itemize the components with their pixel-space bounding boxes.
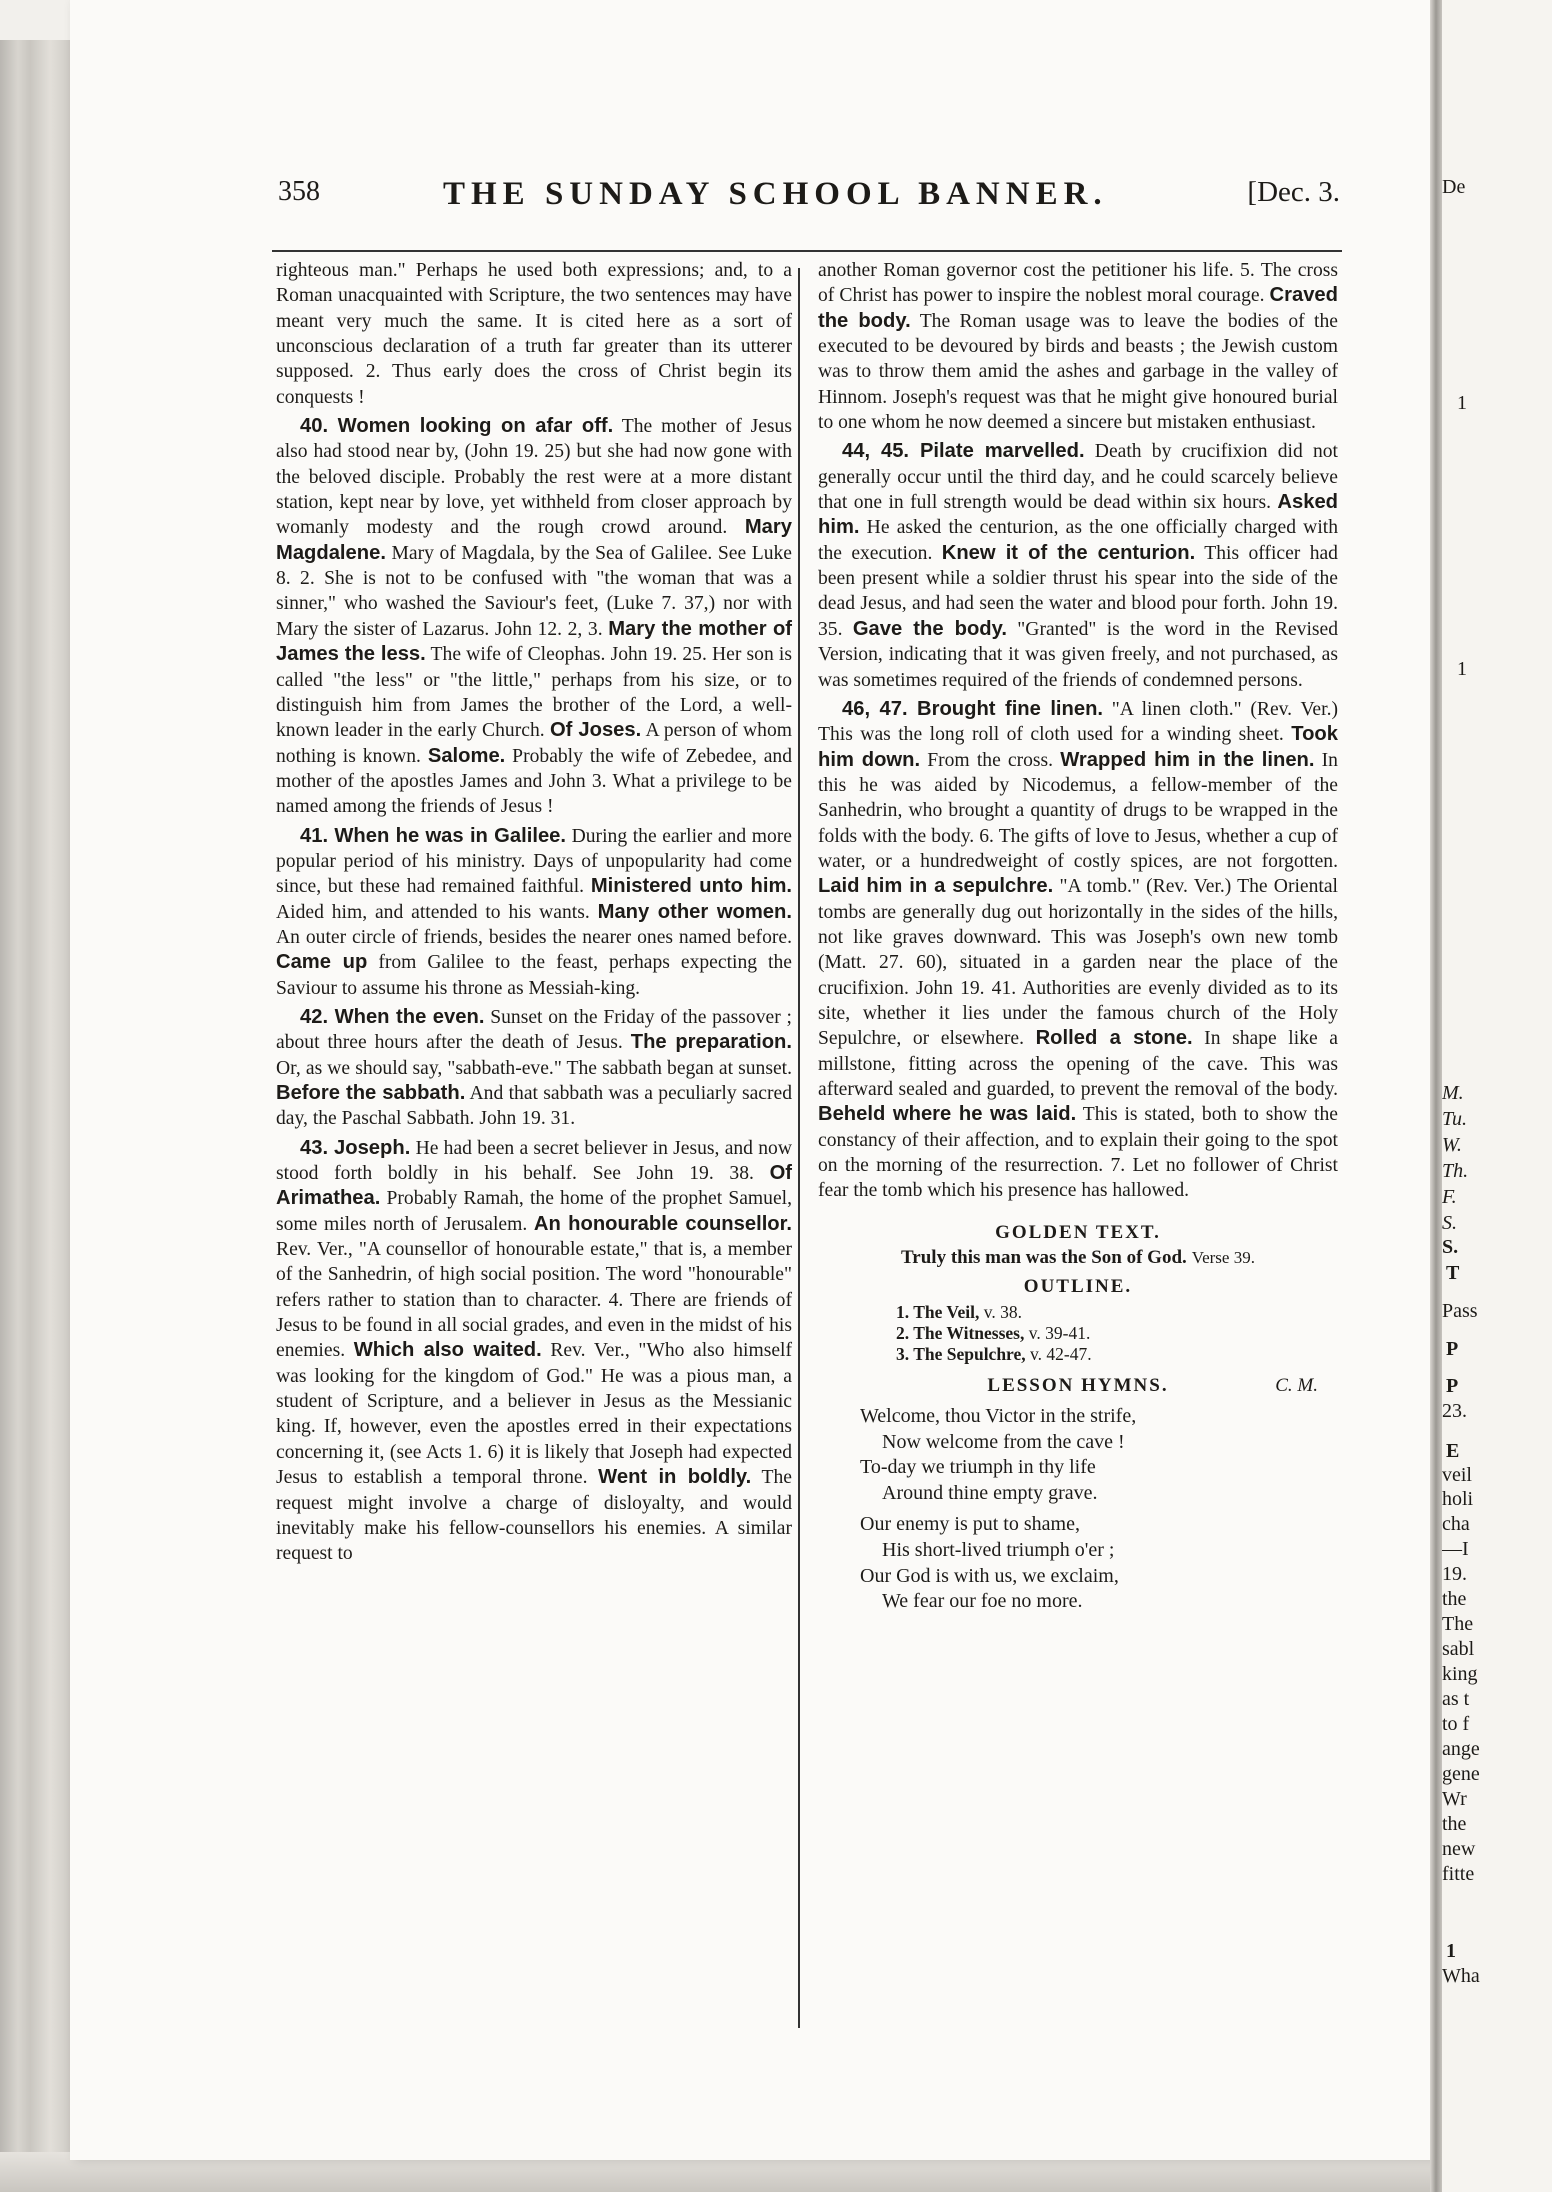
body-text: He had been a secret believer in Jesus, and now stood forth boldly in his behalf. See John 19. 38. (276, 1137, 792, 1185)
facing-page-text: Th. (1442, 1160, 1469, 1182)
body-text: The request might involve a charge of disloyalty, and would inevitably make his fellow-counsellors his enemies. A similar request to (276, 1467, 792, 1565)
facing-page-text: new (1442, 1838, 1476, 1860)
facing-page-text: as t (1442, 1688, 1470, 1710)
right-column-text (818, 258, 1338, 1204)
keyword-phrase: An honourable counsellor. (533, 1212, 792, 1235)
page-number: 358 (278, 176, 320, 207)
hymn-line: His short-lived triumph o'er ; (882, 1539, 1115, 1562)
body-text: Mary of Magdala, by the Sea of Galilee. See Luke 8. 2. She is not to be confused with "the woman that was a sinner," who washed the Saviour's feet, (Luke 7. 37,) nor with Mary the sister of Lazarus. John 12. 2, 3. (276, 542, 792, 640)
body-text: During the earlier and more popular period of his ministry. Days of unpopularity had come since, but these had remained faithful. (276, 825, 793, 898)
facing-page-text: 1 (1457, 658, 1467, 680)
facing-page-text: The (1442, 1613, 1474, 1635)
body-text: Sunset on the Friday of the passover ; about three hours after the death of Jesus. (276, 1006, 792, 1054)
facing-page-text: Tu. (1442, 1108, 1468, 1130)
keyword-phrase: Before the sabbath. (276, 1082, 466, 1104)
page-edges-left (0, 40, 70, 2190)
body-text: "A linen cloth." (Rev. Ver.) This was the long roll of cloth used for a winding sheet. (818, 698, 1338, 746)
body-text: And that sabbath was a peculiarly sacred day, the Paschal Sabbath. John 19. 31. (276, 1083, 792, 1130)
paragraph (276, 258, 792, 410)
facing-page-text: king (1442, 1663, 1478, 1685)
facing-page-text: Wr (1442, 1788, 1467, 1810)
body-text: This officer had been present while a soldier thrust his spear into the side of the dead Jesus, and had seen the water and blood pour forth. John 19. 35. (818, 542, 1338, 640)
keyword-phrase: 43. Joseph. (300, 1136, 411, 1159)
keyword-phrase: Many other women. (597, 900, 792, 923)
body-text: "Granted" is the word in the Revised Version, indicating that it was given freely, and not purchased, as was sometimes required of the friends of condemned persons. (818, 618, 1339, 691)
facing-page-text: P (1446, 1338, 1459, 1360)
facing-page-text: gene (1442, 1763, 1480, 1785)
keyword-phrase: Which also waited. (353, 1339, 542, 1362)
facing-page-fragment (1442, 0, 1552, 2192)
hymn-stanza (860, 1404, 1338, 1506)
keyword-phrase: Gave the body. (852, 617, 1007, 640)
facing-page-text: the (1442, 1588, 1467, 1610)
keyword-phrase: Asked him. (818, 491, 1338, 539)
facing-page-text: holi (1442, 1488, 1474, 1510)
keyword-phrase: Laid him in a sepulchre. (818, 875, 1054, 898)
golden-text-section (818, 1220, 1338, 1271)
publication-title: THE SUNDAY SCHOOL BANNER. (443, 176, 1108, 212)
body-text: The mother of Jesus also had stood near by, (John 19. 25) but she had now gone with the beloved disciple. Probably the rest were at a more distant station, kept near by love, yet withheld from closer approach by womanly modesty and the rough crowd around. (276, 416, 792, 539)
issue-date: [Dec. 3. (1247, 176, 1340, 208)
facing-page-text: De (1442, 176, 1466, 198)
facing-page-text: M. (1442, 1082, 1464, 1104)
header-rule (272, 250, 1342, 252)
facing-page-text: sabl (1442, 1638, 1475, 1660)
outline-reference: v. 42-47. (1030, 1343, 1092, 1364)
body-text: A person of whom nothing is known. (276, 720, 793, 767)
keyword-phrase: Craved the body. (818, 284, 1338, 332)
keyword-phrase: Went in boldly. (598, 1466, 752, 1489)
facing-page-text: Pass (1442, 1300, 1478, 1322)
outline-list (896, 1302, 1338, 1365)
keyword-phrase: 42. When the even. (300, 1005, 485, 1028)
keyword-phrase: 44, 45. Pilate marvelled. (842, 440, 1085, 463)
hymn-stanzas (818, 1404, 1338, 1615)
golden-text-reference: Verse 39. (1191, 1248, 1255, 1268)
keyword-phrase: 40. Women looking on afar off. (300, 415, 614, 438)
body-text: The Roman usage was to leave the bodies of the executed to be devoured by birds and beasts ; the Jewish custom was to throw them amid the ashes and garbage in the valley of Hinnom. Joseph's request was that he might give honoured burial to one whom he now deemed a sincere but mistaken enthusiast. (818, 310, 1338, 434)
facing-page-text: F. (1442, 1186, 1457, 1208)
body-text: from Galilee to the feast, perhaps expecting the Saviour to assume his throne as Messiah-king. (276, 952, 792, 999)
body-text: righteous man." Perhaps he used both expressions; and, to a Roman unacquainted with Scripture, the two sentences may have meant very much the same. It is cited here as a sort of unconscious declaration of a truth far greater than its utterer supposed. 2. Thus early does the cross of Christ begin its conquests ! (276, 260, 792, 408)
outline-number: 2. (896, 1322, 914, 1343)
outline-reference: v. 38. (983, 1301, 1022, 1322)
facing-page-text: 1 (1457, 392, 1467, 414)
body-text: In shape like a millstone, fitting across the opening of the cave. This was afterward sealed and guarded, to prevent the removal of the body. (818, 1028, 1338, 1100)
paragraph (818, 697, 1338, 1204)
body-text: "A tomb." (Rev. Ver.) The Oriental tombs are generally dug out horizontally in the sides of the hills, not like graves downward. This was Joseph's own new tomb (Matt. 27. 60), situated in a garden near the place of the crucifixion. John 19. 41. Authorities are evenly divided as to its site, whether it lies under the famous church of the Holy Sepulchre, or elsewhere. (818, 876, 1338, 1050)
keyword-phrase: Beheld where he was laid. (818, 1103, 1077, 1126)
facing-page-text: P (1446, 1375, 1459, 1397)
outline-title: The Witnesses, (913, 1322, 1029, 1343)
keyword-phrase: Of Arimathea. (276, 1162, 792, 1210)
keyword-phrase: Of Joses. (549, 719, 642, 742)
hymns-title: LESSON HYMNS. (987, 1374, 1169, 1396)
facing-page-text: 19. (1442, 1563, 1467, 1585)
hymn-line: Our enemy is put to shame, (860, 1513, 1080, 1536)
column-divider (798, 268, 800, 2028)
golden-text-line (818, 1245, 1338, 1270)
outline-item (896, 1323, 1338, 1344)
body-text: Or, as we should say, "sabbath-eve." The sabbath began at sunset. (276, 1057, 792, 1079)
paragraph (276, 824, 792, 1001)
keyword-phrase: 41. When he was in Galilee. (300, 824, 567, 847)
facing-page-text: S. (1442, 1236, 1459, 1258)
body-text: This is stated, both to show the constancy of their affection, and to explain their going to the spot on the morning of the resurrection. 7. Let no follower of Christ fear the tomb which his presence has hallowed. (818, 1104, 1338, 1202)
facing-page-text: fitte (1442, 1863, 1475, 1885)
facing-page-text: E (1446, 1440, 1460, 1462)
body-text: Rev. Ver., "Who also himself was looking for the kingdom of God." He was a pious man, a student of Scripture, and a believer in Jesus as the Messianic king. If, however, even the apostles erred in their expectations concerning it, (see Acts 1. 6) it is likely that Joseph had expected Jesus to establish a temporal throne. (276, 1340, 792, 1489)
keyword-phrase: Mary Magdalene. (276, 516, 792, 564)
body-text: another Roman governor cost the petitioner his life. 5. The cross of Christ has power to inspire the noblest moral courage. (818, 260, 1338, 307)
keyword-phrase: Mary the mother of James the less. (276, 617, 792, 666)
outline-item (896, 1344, 1338, 1365)
outline-heading: OUTLINE. (1023, 1276, 1133, 1298)
paragraph (276, 1136, 792, 1567)
facing-page-text: S. (1442, 1212, 1457, 1234)
facing-page-text: cha (1442, 1513, 1470, 1535)
facing-page-text: 23. (1442, 1400, 1467, 1422)
hymns-meter: C. M. (1275, 1374, 1318, 1396)
facing-page-text: 1 (1446, 1940, 1456, 1962)
outline-title: The Sepulchre, (913, 1343, 1031, 1364)
hymn-line: Around thine empty grave. (882, 1481, 1098, 1504)
outline-reference: v. 39-41. (1028, 1322, 1091, 1343)
body-text: The wife of Cleophas. John 19. 25. Her son is called "the less" or "the little," perhaps from his size, or to distinguish him from James the brother of the Lord, a well-known leader in the early Church. (276, 644, 792, 742)
paragraph (276, 1005, 792, 1132)
body-text: Probably Ramah, the home of the prophet Samuel, some miles north of Jerusalem. (276, 1188, 792, 1235)
hymn-line: Our God is with us, we exclaim, (860, 1564, 1119, 1587)
hymn-line: To-day we triumph in thy life (860, 1456, 1096, 1479)
running-header (278, 176, 1340, 222)
hymn-line: Now welcome from the cave ! (882, 1430, 1125, 1453)
hymn-line: Welcome, thou Victor in the strife, (860, 1405, 1137, 1428)
body-text: From the cross. (920, 749, 1061, 771)
facing-page-text: to f (1442, 1713, 1470, 1735)
outline-number: 1. (896, 1301, 914, 1322)
book-gutter (1430, 0, 1442, 2192)
facing-page-text: Wha (1442, 1965, 1480, 1987)
body-text: Rev. Ver., "A counsellor of honourable estate," that is, a member of the Sanhedrin, of high social position. The word "honourable" refers rather to station than to character. 4. There are friends of Jesus to be found in all social grades, and even in the midst of his enemies. (276, 1239, 792, 1362)
hymn-stanza (860, 1512, 1338, 1614)
keyword-phrase: Ministered unto him. (590, 875, 792, 898)
keyword-phrase: Wrapped him in the linen. (1060, 748, 1315, 771)
outline-title: The Veil, (913, 1301, 984, 1322)
facing-page-text: W. (1442, 1134, 1462, 1156)
paragraph (818, 439, 1338, 692)
keyword-phrase: Rolled a stone. (1035, 1027, 1193, 1050)
keyword-phrase: Knew it of the centurion. (941, 541, 1196, 564)
body-text: An outer circle of friends, besides the nearer ones named before. (276, 926, 792, 948)
facing-page-text: ange (1442, 1738, 1480, 1760)
keyword-phrase: Salome. (427, 744, 506, 767)
golden-text: Truly this man was the Son of God. (901, 1247, 1187, 1269)
facing-page-text: the (1442, 1813, 1467, 1835)
body-text: Aided him, and attended to his wants. (276, 901, 598, 923)
outline-number: 3. (896, 1343, 914, 1364)
body-text: Death by crucifixion did not generally occur until the third day, and he could scarcely believe that one in full strength would be dead within six hours. (818, 441, 1338, 514)
golden-text-heading: GOLDEN TEXT. (995, 1221, 1161, 1243)
outline-item (896, 1302, 1338, 1323)
body-text: In this he was aided by Nicodemus, a fellow-member of the Sanhedrin, who brought a quantity of drugs to be wrapped in the folds with the body. 6. The gifts of love to Jesus, whether a cup of water, or a hundredweight of costly spices, are not forgotten. (818, 749, 1338, 872)
hymns-heading (818, 1373, 1338, 1398)
keyword-phrase: Took him down. (818, 723, 1338, 771)
hymn-line: We fear our foe no more. (882, 1590, 1083, 1613)
right-column (818, 258, 1338, 1615)
keyword-phrase: The preparation. (630, 1031, 792, 1054)
keyword-phrase: 46, 47. Brought fine linen. (842, 697, 1104, 720)
left-column (276, 258, 792, 1567)
body-text: Probably the wife of Zebedee, and mother of the apostles James and John 3. What a privilege to be named among the friends of Jesus ! (276, 745, 792, 818)
facing-page-text: veil (1442, 1464, 1472, 1486)
paragraph (276, 414, 792, 820)
keyword-phrase: Came up (276, 951, 368, 974)
body-text: He asked the centurion, as the one officially charged with the execution. (818, 517, 1338, 564)
facing-page-text: T (1446, 1262, 1460, 1284)
paragraph (818, 258, 1338, 435)
facing-page-text: —I (1442, 1538, 1469, 1560)
